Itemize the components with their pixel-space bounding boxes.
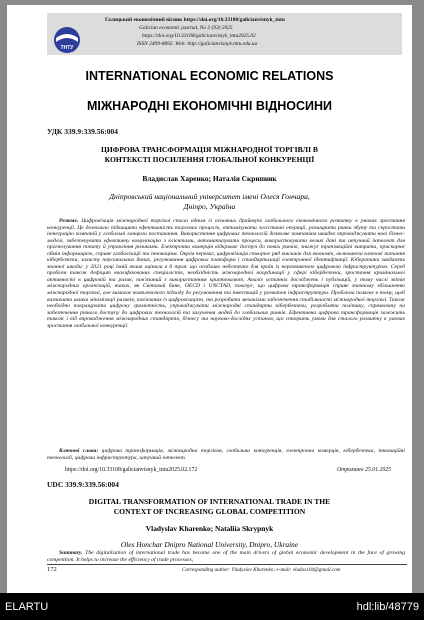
journal-page: [7, 5, 412, 593]
journal-header: [47, 13, 402, 55]
repository-bar: [0, 593, 424, 620]
university-logo-icon: [53, 26, 81, 54]
article-title-uk-1: ЦИФРОВА ТРАНСФОРМАЦІЯ МІЖНАРОДНОЇ ТОРГІВЛІ В: [100, 145, 318, 154]
journal-title-en: Galician economic journal, No 2 (93) 2025: [139, 25, 233, 31]
handle-id[interactable]: hdl:lib/48779: [356, 601, 419, 613]
authors-en: Vladyslav Kharenko; Nataliia Skrypnyk: [145, 524, 274, 533]
summary-label: Summary.: [59, 550, 83, 556]
udc-en: UDC 339.9:339.56:004: [47, 480, 119, 489]
received-date: Отримано 25.01.2025: [337, 467, 392, 473]
issue-doi: https://doi.org/10.33108/galicianvisnyk_tntu2025.02: [142, 33, 256, 39]
keywords-text: цифрова трансформація, міжнародна торгівля, глобальна конкуренція, електронна комерція, кібербезпека, інноваційні технології, цифрова інфраструктура, штучний інтелект.: [47, 448, 405, 461]
article-title-uk-2: КОНТЕКСТІ ПОСИЛЕННЯ ГЛОБАЛЬНОЇ КОНКУРЕНЦІЇ: [104, 155, 315, 164]
abstract-uk: [47, 218, 405, 448]
article-title-en-1: DIGITAL TRANSFORMATION OF INTERNATIONAL TRADE IN THE: [88, 497, 331, 506]
summary-text: The digitalization of international trade has become one of the main drivers of global economic development in the face of growing competition. It helps to increase the efficiency of trade processes,: [47, 550, 405, 563]
journal-title: Галицький економічний вісник https://doi.org/10.33108/galicianvisnyk_tntu: [105, 17, 285, 23]
svg-text:ТНТУ: ТНТУ: [60, 45, 74, 51]
authors-uk: Владислав Харенко; Наталія Скрипник: [142, 174, 277, 183]
corresponding-author: Corresponding author: Vladyslav Kharenko; e-mail: vlados104@gmail.com: [182, 567, 341, 573]
keywords-label: Ключові слова:: [59, 448, 99, 454]
article-title-en-2: CONTEXT OF INCREASING GLOBAL COMPETITION: [113, 507, 306, 516]
summary-en: [47, 550, 405, 564]
page-number: 172: [47, 566, 57, 573]
keywords-uk: [47, 448, 405, 461]
section-title-uk: МІЖНАРОДНІ ЕКОНОМІЧНІ ВІДНОСИНИ: [86, 99, 333, 113]
repository-name: ELARTU: [5, 601, 49, 613]
issn-line: ISSN 2409-8892. Web: http://galicianvisnyk.tntu.edu.ua: [137, 41, 258, 47]
abstract-text: Цифровізація міжнародної торгівлі стала одним із основних драйверів глобального економічного розвитку в умовах зростання конкуренції. Це дозволило підвищити ефективність торгових процесів, оптимізувати логістичні операції, розширити ринки збуту та спростити інтеграцію компаній у глобальні ланцюги постачання. Використання цифрових технологій дозволяє компаніям швидко впроваджувати нові бізнес-моделі, забезпечувати ефективну комунікацію з клієнтами, автоматизувати процеси, використовувати великі дані та штучний інтелект для прогнозування попиту й управління ризиками. Електронна комерція відкриває доступ до нових ринків, знижує транзакційні витрати, прискорює обмін інформацією, сприяє глобалізації та інноваціям. Окрім переваг, цифровізація створює ряд викликів для економік, включаючи ключові питання кібербезпеки, захисту персональних даних, регулювання цифрових платформ і стандартизації електронної ідентифікації. Кібератаки завдають значної шкоди: у 2021 році їхній вплив оцінили в 6 трлн. що особливо небезпечно для країн із нерозвиненою цифровою інфраструктурою. Серед проблем також дефіцит кваліфікованих спеціалістів, необхідність міжнародної координації у сфері кібербезпеки, зростання кримінальної активності в цифровій та ризик, пов'язаний з використанням криптовалют. Аналіз останніх досліджень і публікацій, у тому числі звітів міжнародних організацій, таких, як Світовий банк, OECD і UNCTAD, показує, що цифрова трансформація сприяє значному збільшенню міжнародної торгівлі, але вимагає комплексного підходу до регулювання та інвестицій у розвиток інфраструктури. Проблема полягає в тому, щоб визначити шляхи мінімізації ризиків, пов'язаних із цифровізацією, та розробити механізми забезпечення стабільності міжнародної торгівлі. Також необхідно покращувати цифрову грамотність, упроваджувати міжнародні стандарти кібербезпеки, розробляти політику, спрямовану на забезпечення рівного доступу до цифрових технологій та залучення людей до глобальних ринків. Ефективна цифрова трансформація залежить також і від впровадження міжнародних стандартів, бізнесу та науково-досліднх установ, що створить умови для сталого розвитку в умовах зростання глобальної конкуренції.: [47, 218, 405, 329]
footer-divider: [47, 564, 407, 565]
affiliation-uk-1: Дніпровський національний університет імені Олеся Гончара,: [109, 192, 310, 201]
udc-uk: УДК 339.9:339.56:004: [47, 127, 118, 136]
affiliation-uk-2: Дніпро, Україна: [183, 202, 236, 211]
abstract-label: Резюме.: [59, 218, 79, 224]
affiliation-en: Oles Honchar Dnipro National University, Dnipro, Ukraine: [120, 540, 299, 549]
article-doi[interactable]: https://doi.org/10.33108/galicianvisnyk_tntu2025.02.172: [65, 467, 198, 473]
section-title-en: INTERNATIONAL ECONOMIC RELATIONS: [85, 69, 334, 83]
